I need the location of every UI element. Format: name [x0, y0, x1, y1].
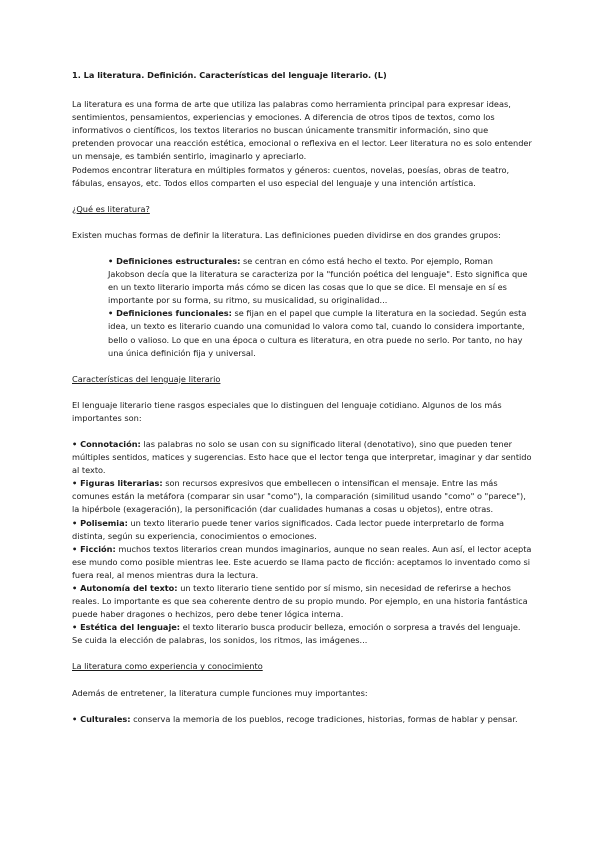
list-item-text: un texto literario tiene sentido por sí mismo, sin necesidad de referirse a hechos reales. Lo importante es que sea coherente dentro de su propio mundo. Por ejemplo, en una historia fantástica puede haber dragones o hechizos, pero debe tener lógica interna.: [72, 583, 528, 620]
list-item-text: son recursos expresivos que embellecen o intensifican el mensaje. Entre las más comunes están la metáfora (comparar sin usar "como"), la comparación (similitud usando "como" o "parece"), la hipérbole (exageración), la personificación (dar cualidades humanas a cosas u objetos), entre otras.: [72, 478, 526, 515]
list-item: [72, 438, 532, 477]
section-lead: Además de entretener, la literatura cumple funciones muy importantes:: [72, 687, 368, 698]
section-heading: La literatura como experiencia y conocimiento: [72, 661, 263, 672]
list-item-label: • Ficción:: [72, 543, 116, 554]
list-item-text: las palabras no solo se usan con su significado literal (denotativo), sino que pueden tener múltiples sentidos, matices y sugerencias. Esto hace que el lector tenga que interpretar, imaginar y dar sentido al texto.: [72, 438, 532, 476]
list-item-label: • Definiciones estructurales:: [108, 255, 241, 266]
section-heading: ¿Qué es literatura?: [72, 203, 150, 214]
document-body: [72, 69, 532, 726]
page-title: 1. La literatura. Definición. Características del lenguaje literario. (L): [72, 70, 387, 80]
list-item-text: muchos textos literarios crean mundos imaginarios, aunque no sean reales. Aun así, el lector acepta ese mundo como posible mientras lee. Este acuerdo se llama pacto de ficción: aceptamos lo inventado como si fuera real, al menos mientras dura la lectura.: [72, 543, 532, 580]
list-item-text: un texto literario puede tener varios significados. Cada lector puede interpretarlo de forma distinta, según su experiencia, conocimientos o emociones.: [72, 517, 505, 541]
list-item-label: • Figuras literarias:: [72, 478, 163, 489]
list-item-label: • Definiciones funcionales:: [108, 308, 232, 319]
list-item: [72, 543, 532, 582]
list-item: [72, 477, 532, 516]
section-heading: Características del lenguaje literario: [72, 373, 221, 384]
list-item-text: conserva la memoria de los pueblos, recoge tradiciones, historias, formas de hablar y pensar.: [130, 713, 518, 724]
list-item: [72, 517, 532, 543]
list-item-text: el texto literario busca producir belleza, emoción o sorpresa a través del lenguaje. Se cuida la elección de palabras, los sonidos, los ritmos, las imágenes...: [72, 622, 521, 646]
section-lead: Existen muchas formas de definir la literatura. Las definiciones pueden dividirse en dos grandes grupos:: [72, 229, 501, 240]
list-item-label: • Polisemia:: [72, 517, 128, 528]
intro-paragraph: Podemos encontrar literatura en múltiples formatos y géneros: cuentos, novelas, poesías, obras de teatro, fábulas, ensayos, etc. Todos ellos comparten el uso especial del lenguaje y una intención artística.: [72, 164, 510, 188]
section-lead: El lenguaje literario tiene rasgos especiales que lo distinguen del lenguaje cotidiano. Algunos de los más importantes son:: [72, 399, 502, 423]
list-item-text: se fijan en el papel que cumple la literatura en la sociedad. Según esta idea, un texto es literario cuando una comunidad lo valora como tal, cuando lo considera importante, bello o valioso. Lo que en una época o cultura es literatura, en otra puede no serlo. Por tanto, no hay una única definición fija y universal.: [108, 308, 527, 358]
intro-paragraph: La literatura es una forma de arte que utiliza las palabras como herramienta principal para expresar ideas, sentimientos, pensamientos, experiencias y emociones. A diferencia de otros tipos de textos, como los informativos o científicos, los textos literarios no buscan únicamente transmitir información, sino que pretenden provocar una reacción estética, emocional o reflexiva en el lector. Leer literatura no es solo entender un mensaje, es también sentirlo, imaginarlo y apreciarlo.: [72, 99, 532, 162]
list-item: [72, 582, 532, 621]
list-item: [72, 621, 532, 647]
list-item: [72, 307, 532, 359]
list-item-label: • Connotación:: [72, 438, 141, 449]
list-item-label: • Culturales:: [72, 713, 131, 724]
list-item-text: se centran en cómo está hecho el texto. Por ejemplo, Roman Jakobson decía que la literatura se caracteriza por la "función poética del lenguaje". Esto significa que en un texto literario importa más cómo se dicen las cosas que lo que se dice. El mensaje en sí es importante por su forma, su ritmo, su musicalidad, su originalidad...: [108, 255, 528, 306]
list-item-label: • Autonomía del texto:: [72, 583, 178, 593]
list-item-label: • Estética del lenguaje:: [72, 622, 181, 633]
list-item: [72, 255, 532, 307]
list-item: [72, 713, 532, 726]
